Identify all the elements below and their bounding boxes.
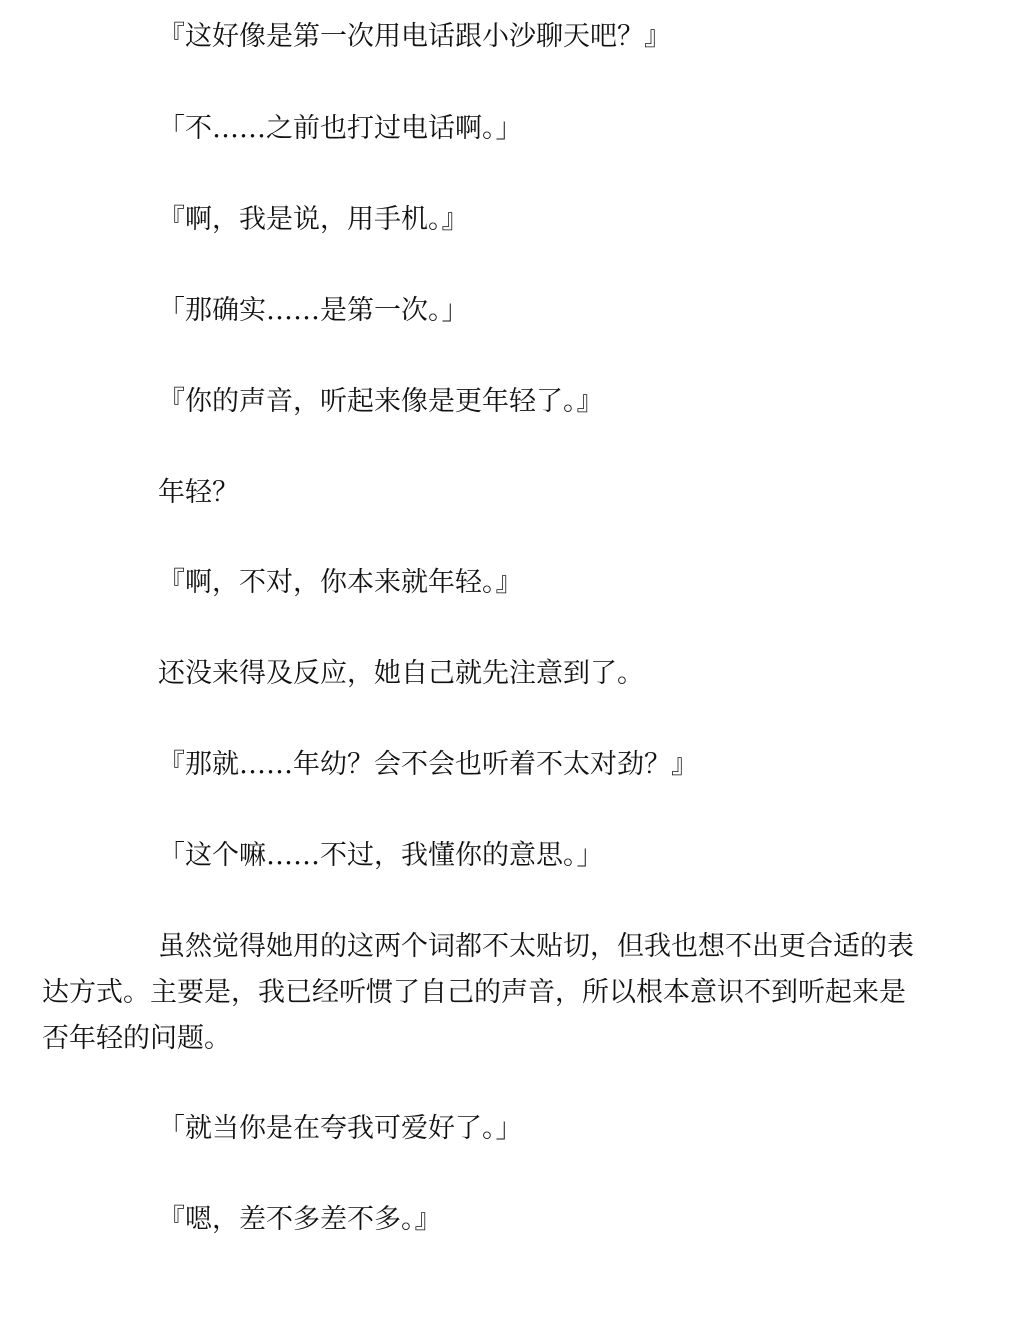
narration-line: 年轻？ (158, 477, 239, 508)
dialogue-line: 『啊，不对，你本来就年轻。』 (158, 567, 523, 598)
dialogue-line: 「那确实……是第一次。」 (158, 295, 469, 326)
narration-paragraph (42, 924, 982, 1062)
paragraph-line: 否年轻的问题。 (42, 1023, 231, 1054)
dialogue-line: 『嗯，差不多差不多。』 (158, 1204, 442, 1235)
narration-line: 还没来得及反应，她自己就先注意到了。 (158, 658, 644, 689)
dialogue-line: 「就当你是在夸我可爱好了。」 (158, 1113, 523, 1144)
dialogue-line: 『你的声音，听起来像是更年轻了。』 (158, 386, 604, 417)
paragraph-line: 达方式。主要是，我已经听惯了自己的声音，所以根本意识不到听起来是 (42, 977, 906, 1008)
dialogue-line: 『啊，我是说，用手机。』 (158, 204, 469, 235)
dialogue-line: 「这个嘛……不过，我懂你的意思。」 (158, 840, 604, 871)
dialogue-line: 『这好像是第一次用电话跟小沙聊天吧？』 (158, 21, 671, 52)
paragraph-line: 虽然觉得她用的这两个词都不太贴切，但我也想不出更合适的表 (158, 931, 914, 962)
dialogue-line: 「不……之前也打过电话啊。」 (158, 113, 523, 144)
dialogue-line: 『那就……年幼？会不会也听着不太对劲？』 (158, 749, 698, 780)
